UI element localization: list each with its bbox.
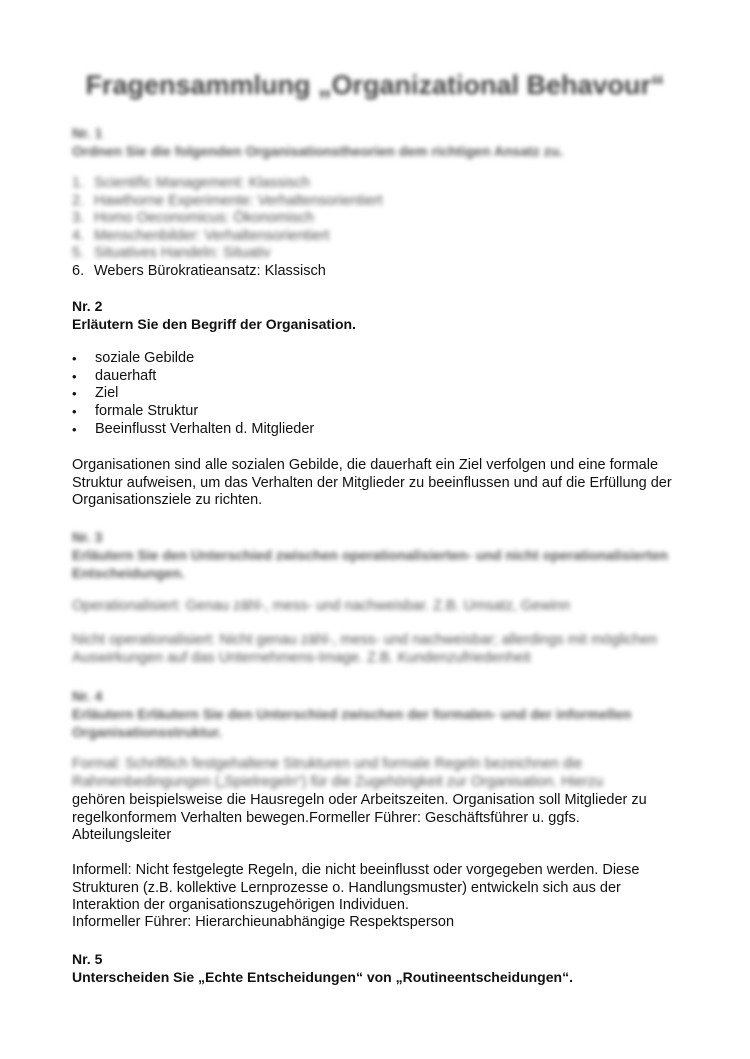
- list-item: • Beeinflusst Verhalten d. Mitglieder: [72, 420, 315, 437]
- question-2-text: Erläutern Sie den Begriff der Organisation.: [72, 316, 356, 332]
- list-item: 4. Menschenbilder: Verhaltensorientiert: [72, 227, 330, 244]
- list-item: • Ziel: [72, 385, 119, 402]
- question-5: [72, 950, 682, 986]
- list-item: 5. Situatives Handeln: Situativ: [72, 245, 271, 261]
- question-1-answer-list: [72, 175, 682, 280]
- question-3-number: Nr. 3: [72, 529, 103, 545]
- question-1: [72, 124, 682, 160]
- question-4-number: Nr. 4: [72, 688, 103, 704]
- question-2-answer: Organisationen sind alle sozialen Gebilde, die dauerhaft ein Ziel verfolgen und eine formale Struktur aufweisen, um das Verhalten der Mitglieder zu beeinflussen und auf die Erfüllung der Organisationsziele zu richten.: [72, 457, 672, 508]
- question-2-bullet-list: [72, 350, 682, 439]
- question-4-informal-leader: Informeller Führer: Hierarchieunabhängige Respektsperson: [72, 914, 455, 930]
- question-3-text: Erläutern Sie den Unterschied zwischen operationalisierten- und nicht operationalisierten Entscheidungen.: [72, 547, 668, 581]
- question-4-formal-blurred: Formal: Schriftlich festgehaltene Strukturen und formale Regeln bezeichnen die Rahmenbedingungen („Spielregeln“) für die Zugehörigkeit zur Organisation. Hierzu: [72, 756, 604, 790]
- question-4: [72, 687, 682, 741]
- question-4-text: Erläutern Erläutern Sie den Unterschied zwischen der formalen- und der informellen Organisationsstruktur.: [72, 706, 632, 740]
- bullet-icon: •: [72, 351, 77, 366]
- list-item: • formale Struktur: [72, 403, 199, 420]
- bullet-icon: •: [72, 421, 77, 437]
- question-3-answer-2: Nicht operationalisiert: Nicht genau zähl-, mess- und nachweisbar; allerdings mit möglichen Auswirkungen auf das Unternehmens-Image. Z.B. Kundenzufriedenheit: [72, 632, 658, 666]
- question-1-number: Nr. 1: [72, 125, 103, 141]
- question-2-number: Nr. 2: [72, 298, 103, 314]
- question-4-informal: Informell: Nicht festgelegte Regeln, die nicht beeinflusst oder vorgegeben werden. Diese Strukturen (z.B. kollektive Lernprozesse o. Handlungsmuster) entwickeln sich aus der Interaktion der organisationszugehörigen Individuen.: [72, 862, 640, 913]
- bullet-icon: •: [72, 386, 77, 402]
- question-1-text: Ordnen Sie die folgenden Organisationstheorien dem richtigen Ansatz zu.: [72, 143, 564, 159]
- list-item: 3. Homo Oeconomicus: Ökonomisch: [72, 210, 314, 226]
- question-3-answer-1: Operationalisiert: Genau zähl-, mess- und nachweisbar. Z.B. Umsatz, Gewinn: [72, 598, 571, 614]
- list-item: • soziale Gebilde: [72, 350, 195, 366]
- list-item: 2. Hawthorne Experimente: Verhaltensorientiert: [72, 192, 383, 209]
- question-4-formal: gehören beispielsweise die Hausregeln oder Arbeitszeiten. Organisation soll Mitglieder zu regelkonformem Verhalten bewegen.Formeller Führer: Geschäftsführer u. ggfs. Abteilungsleiter: [72, 792, 647, 843]
- bullet-icon: •: [72, 404, 77, 420]
- question-5-text: Unterscheiden Sie „Echte Entscheidungen“ von „Routineentscheidungen“.: [72, 969, 573, 985]
- list-item: 6. Webers Bürokratieansatz: Klassisch: [72, 262, 326, 279]
- question-5-number: Nr. 5: [72, 951, 103, 967]
- question-2: [72, 297, 682, 333]
- question-3: [72, 528, 682, 582]
- list-item: • dauerhaft: [72, 367, 157, 384]
- document-title: Fragensammlung „Organizational Behavour“: [85, 70, 665, 100]
- list-item: 1. Scientific Management: Klassisch: [72, 175, 310, 191]
- bullet-icon: •: [72, 368, 77, 384]
